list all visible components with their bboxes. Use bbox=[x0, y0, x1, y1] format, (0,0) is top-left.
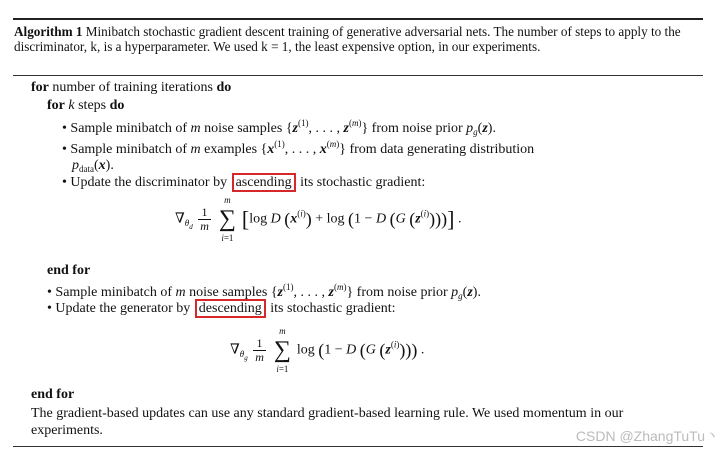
caption-label: Algorithm 1 bbox=[14, 24, 83, 39]
step-update-d-post: its stochastic gradient: bbox=[300, 175, 426, 190]
step-sample-noise-d: • Sample minibatch of m noise samples {$z^{(1)}$, . . . , $z^{(m)}$} from noise prior $p_g(z)$. bbox=[62, 118, 496, 137]
for-outer-line: for number of training iterations do bbox=[31, 80, 232, 95]
csdn-watermark: CSDN @ZhangTuTu丶 bbox=[575, 428, 719, 444]
descending-highlight: descending bbox=[195, 299, 266, 318]
top-rule bbox=[13, 18, 703, 20]
ascending-highlight: ascending bbox=[232, 173, 296, 192]
caption-text: Minibatch stochastic gradient descent training of generative adversarial nets. The number of steps to apply to the discriminator, k, is a hyperparameter. We used k = 1, the least expensive option, in our experiments. bbox=[14, 24, 681, 54]
step-sample-noise-g: • Sample minibatch of m noise samples {$z^{(1)}$, . . . , $z^{(m)}$} from noise prior $p_g(z)$. bbox=[47, 282, 481, 301]
generator-gradient-equation: $\nabla_{\theta_g}$ $\frac{1}{m}$ m ∑ i=1 log (1 − D (G $(z^{(i)})$)) . bbox=[230, 326, 425, 374]
step-update-d-pre: Update the discriminator by bbox=[70, 175, 228, 190]
step-update-g-post: its stochastic gradient: bbox=[270, 301, 396, 316]
step-update-d: • Update the discriminator by ascending its stochastic gradient: bbox=[62, 175, 426, 190]
step-sample-data-a: • Sample minibatch of m examples {$x^{(1)}$, . . . , $x^{(m)}$} from data generating distribution bbox=[62, 139, 535, 157]
step-sample-data-b: $p_{data}(x)$. bbox=[72, 158, 114, 174]
end-for-inner: end for bbox=[47, 263, 91, 278]
step-update-g: • Update the generator by descending its stochastic gradient: bbox=[47, 301, 396, 316]
algorithm-caption bbox=[14, 24, 684, 54]
algorithm-note: The gradient-based updates can use any standard gradient-based learning rule. We used momentum in our experiments. bbox=[31, 406, 624, 438]
step-update-g-pre: Update the generator by bbox=[55, 301, 191, 316]
for-inner-line: for k steps do bbox=[47, 98, 125, 113]
end-for-outer: end for bbox=[31, 387, 75, 402]
discriminator-gradient-equation: $\nabla_{\theta_d}$ $\frac{1}{m}$ m ∑ i=1 [log D $(x^{(i)}) + \log (1 - D$ (G $(z^{(i)})$))] . bbox=[175, 195, 462, 243]
caption-rule bbox=[13, 75, 703, 76]
bottom-rule bbox=[13, 446, 703, 447]
